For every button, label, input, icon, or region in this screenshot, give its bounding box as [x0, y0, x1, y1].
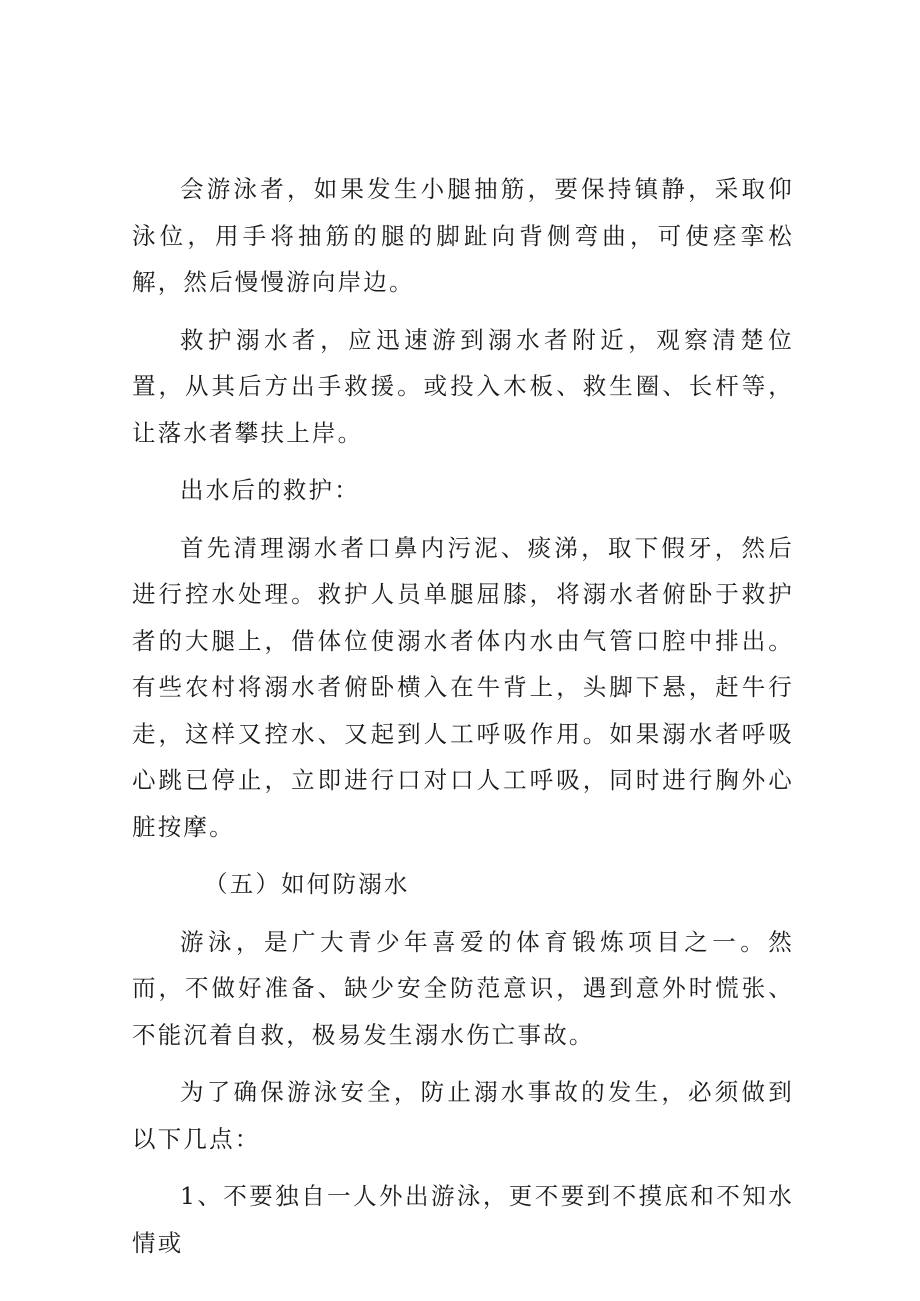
list-item-rule-1: 1、不要独自一人外出游泳，更不要到不摸底和不知水情或 [132, 1182, 794, 1257]
paragraph-cramp-self-rescue: 会游泳者，如果发生小腿抽筋，要保持镇静，采取仰泳位，用手将抽筋的腿的脚趾向背侧弯曲，可使痉挛松解，然后慢慢游向岸边。 [132, 175, 794, 296]
paragraph-water-control-procedure: 首先清理溺水者口鼻内污泥、痰涕，取下假牙，然后进行控水处理。救护人员单腿屈膝，将溺水者俯卧于救护者的大腿上，借体位使溺水者体内水由气管口腔中排出。有些农村将溺水者俯卧横入在牛背上，头脚下悬，赶牛行走，这样又控水、又起到人工呼吸作用。如果溺水者呼吸心跳已停止，立即进行口对口人工呼吸，同时进行胸外心脏按摩。 [132, 533, 794, 841]
paragraph-swimming-intro: 游泳，是广大青少年喜爱的体育锻炼项目之一。然而，不做好准备、缺少安全防范意识，遇到意外时慌张、不能沉着自救，极易发生溺水伤亡事故。 [132, 927, 794, 1049]
paragraph-safety-points-intro: 为了确保游泳安全，防止溺水事故的发生，必须做到以下几点： [132, 1078, 794, 1153]
section-heading-prevent-drowning: （五）如何防溺水 [204, 870, 410, 898]
paragraph-after-water-rescue-label: 出水后的救护： [180, 476, 360, 504]
paragraph-rescue-drowning-person: 救护溺水者，应迅速游到溺水者附近，观察清楚位置，从其后方出手救援。或投入木板、救生圈、长杆等，让落水者攀扶上岸。 [132, 325, 794, 447]
document-body [132, 166, 794, 1277]
